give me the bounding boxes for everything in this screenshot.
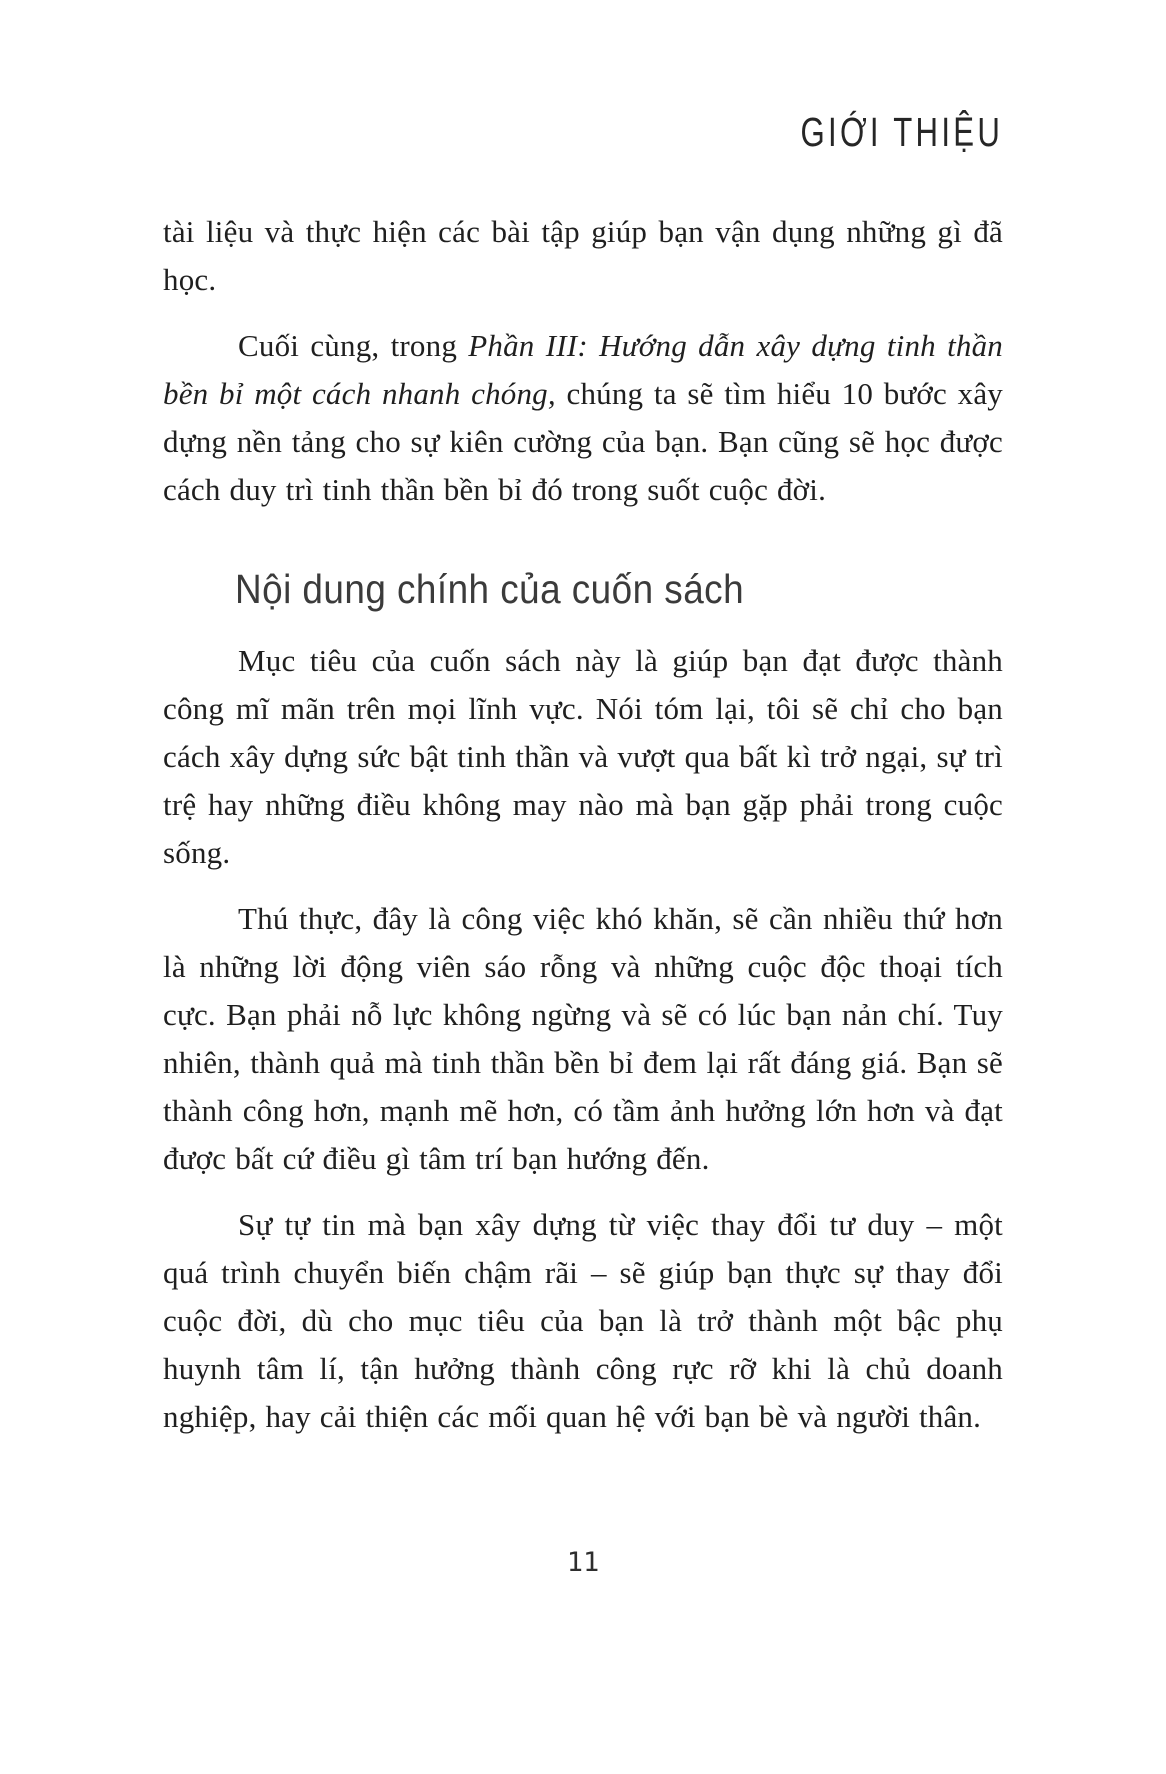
paragraph-italic-text: Phần III: Hướng dẫn xây dựng tinh thần bền bỉ một cách nhanh chóng, xyxy=(163,328,1003,411)
page-number: 11 xyxy=(566,1547,600,1578)
paragraph-text: Sự tự tin mà bạn xây dựng từ việc thay đổi tư duy – một quá trình chuyển biến chậm rãi – sẽ giúp bạn thực sự thay đổi cuộc đời, dù cho mục tiêu của bạn là trở thành một bậc phụ huynh tâm lí, tận hưởng thành công rực rỡ khi là chủ doanh nghiệp, hay cải thiện các mối quan hệ với bạn bè và người thân. xyxy=(163,1207,1003,1434)
paragraph-text: Mục tiêu của cuốn sách này là giúp bạn đạt được thành công mĩ mãn trên mọi lĩnh vực. Nói tóm lại, tôi sẽ chỉ cho bạn cách xây dựng sức bật tinh thần và vượt qua bất kì trở ngại, sự trì trệ hay những điều không may nào mà bạn gặp phải trong cuộc sống. xyxy=(163,643,1003,870)
running-header-title: GIỚI THIỆU xyxy=(800,110,1003,156)
running-header xyxy=(163,112,1003,154)
paragraph-text: chúng ta sẽ tìm hiểu 10 bước xây dựng nền tảng cho sự kiên cường của bạn. Bạn cũng sẽ học được cách duy trì tinh thần bền bỉ đó trong suốt cuộc đời. xyxy=(163,376,1004,507)
paragraph xyxy=(163,895,1003,1183)
section-heading xyxy=(163,564,1003,621)
paragraph xyxy=(163,208,1003,304)
paragraph-text: tài liệu và thực hiện các bài tập giúp bạn vận dụng những gì đã học. xyxy=(163,214,1003,297)
book-page xyxy=(0,112,1166,1774)
paragraph xyxy=(163,322,1003,514)
paragraph-text: Thú thực, đây là công việc khó khăn, sẽ cần nhiều thứ hơn là những lời động viên sáo rỗng và những cuộc độc thoại tích cực. Bạn phải nỗ lực không ngừng và sẽ có lúc bạn nản chí. Tuy nhiên, thành quả mà tinh thần bền bỉ đem lại rất đáng giá. Bạn sẽ thành công hơn, mạnh mẽ hơn, có tầm ảnh hưởng lớn hơn và đạt được bất cứ điều gì tâm trí bạn hướng đến. xyxy=(163,901,1003,1176)
paragraph xyxy=(163,1201,1003,1441)
page-body xyxy=(163,208,1003,1441)
page-footer xyxy=(163,1547,1003,1578)
paragraph-text: Cuối cùng, trong xyxy=(238,328,469,363)
paragraph xyxy=(163,637,1003,877)
section-heading-text: Nội dung chính của cuốn sách xyxy=(235,566,745,612)
